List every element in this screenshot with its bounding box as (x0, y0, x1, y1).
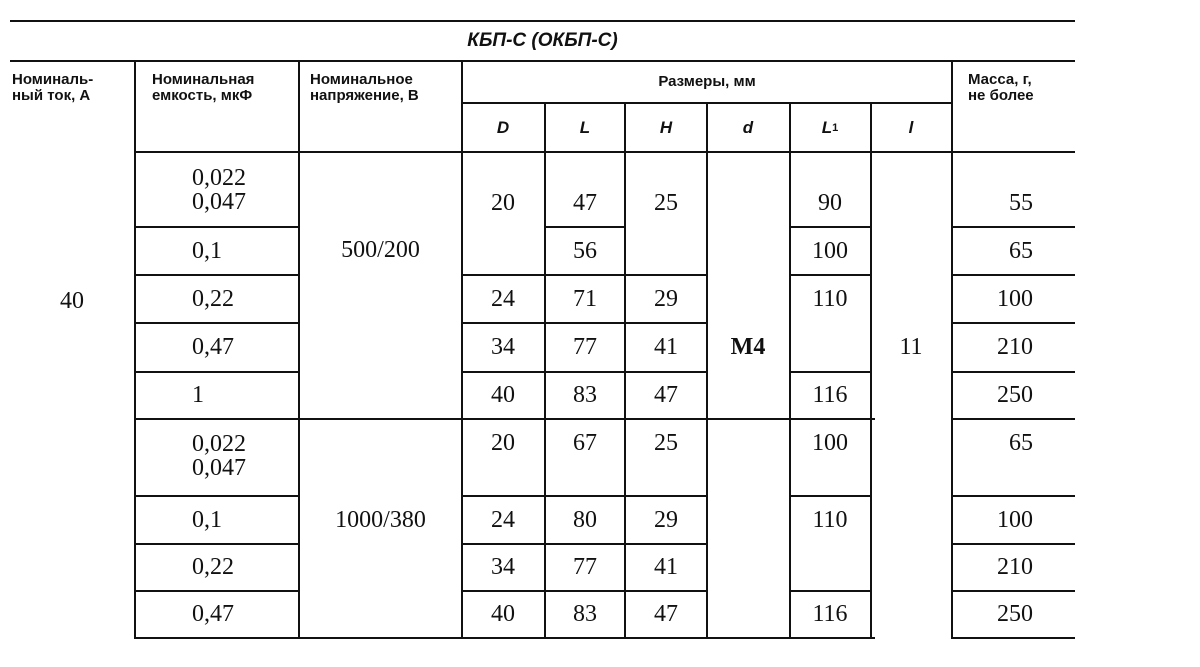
cap-value: 0,22 (192, 285, 234, 312)
cap-value: 0,22 (192, 554, 234, 580)
header-mass-line2: не более (968, 87, 1034, 104)
mass-value: 55 (1009, 189, 1033, 216)
l-value: 11 (899, 333, 923, 360)
l-length-value: 56 (573, 237, 597, 264)
cap-cell (192, 426, 292, 486)
header-l: l (908, 117, 914, 137)
header-mass-line1: Масса, г, (968, 71, 1032, 88)
header-L1 (790, 104, 870, 151)
l-length-value: 67 (573, 429, 597, 456)
d-value: 24 (491, 506, 515, 533)
mass-value: 100 (997, 506, 1033, 533)
mass-value: 250 (997, 382, 1033, 408)
d-value: 20 (491, 189, 515, 216)
voltage-value-500: 500/200 (341, 237, 420, 263)
l-length-value: 47 (573, 189, 597, 216)
d-value: 34 (491, 554, 515, 580)
header-L1-subscript: 1 (832, 121, 839, 134)
d-thread-value: M4 (730, 333, 766, 360)
h-value: 41 (654, 334, 678, 360)
h-value: 47 (654, 601, 678, 627)
current-value: 40 (60, 287, 84, 314)
table-title: КБП-С (ОКБП-С) (467, 30, 618, 51)
cap-value: 0,022 (192, 165, 246, 191)
header-D: D (496, 117, 510, 137)
header-L: L (579, 117, 591, 137)
l-length-value: 77 (573, 554, 597, 580)
l-length-value: 80 (573, 506, 597, 533)
l1-value: 116 (812, 382, 848, 408)
header-d: d (742, 117, 754, 137)
h-value: 29 (654, 285, 678, 312)
h-value: 25 (654, 429, 678, 456)
header-voltage-line1: Номинальное (310, 71, 413, 88)
l-length-value: 83 (573, 601, 597, 627)
header-rule (135, 151, 1075, 153)
cap-value: 0,1 (192, 506, 222, 533)
header-current-line2: ный ток, А (12, 87, 91, 104)
header-dimensions: Размеры, мм (658, 73, 756, 90)
header-mass (968, 68, 1073, 108)
voltage-value-1000: 1000/380 (335, 506, 426, 533)
header-voltage-line2: напряжение, В (310, 87, 419, 104)
h-value: 47 (654, 382, 678, 408)
header-current-line1: Номиналь- (12, 71, 94, 88)
header-capacity-line1: Номинальная (152, 71, 255, 88)
l1-value: 116 (812, 601, 848, 627)
cap-value: 0,047 (192, 189, 246, 215)
l1-value: 100 (812, 237, 848, 264)
cap-cell (192, 160, 292, 220)
h-value: 29 (654, 506, 678, 533)
header-capacity-line2: емкость, мкФ (152, 87, 253, 104)
mass-value: 210 (997, 554, 1033, 580)
cap-value: 0,047 (192, 455, 246, 481)
header-voltage (310, 68, 458, 108)
l-length-value: 71 (573, 285, 597, 312)
header-H: H (659, 117, 673, 137)
d-value: 40 (491, 382, 515, 408)
cap-value: 0,47 (192, 601, 234, 627)
h-value: 25 (654, 189, 678, 216)
col-rule (134, 61, 136, 639)
cap-value: 0,47 (192, 334, 234, 360)
d-value: 20 (491, 429, 515, 456)
header-L1-letter: L (821, 117, 833, 137)
l-length-value: 77 (573, 334, 597, 360)
d-value: 24 (491, 285, 515, 312)
l-length-value: 83 (573, 382, 597, 408)
l1-value: 90 (818, 189, 842, 216)
mass-value: 100 (997, 285, 1033, 312)
col-rule (870, 103, 872, 639)
mass-value: 250 (997, 601, 1033, 627)
header-capacity (152, 68, 292, 108)
l1-value: 110 (812, 506, 848, 533)
d-value: 34 (491, 334, 515, 360)
header-current (12, 68, 130, 108)
mass-value: 65 (1009, 237, 1033, 264)
l1-value: 110 (812, 285, 848, 312)
cap-value: 1 (192, 382, 204, 408)
mass-value: 210 (997, 334, 1033, 360)
h-value: 41 (654, 554, 678, 580)
cap-value: 0,022 (192, 431, 246, 457)
bottom-rule (952, 637, 1075, 639)
l1-value: 100 (812, 429, 848, 456)
cap-value: 0,1 (192, 237, 222, 264)
d-value: 40 (491, 601, 515, 627)
bottom-rule (135, 637, 875, 639)
mass-value: 65 (1009, 429, 1033, 456)
